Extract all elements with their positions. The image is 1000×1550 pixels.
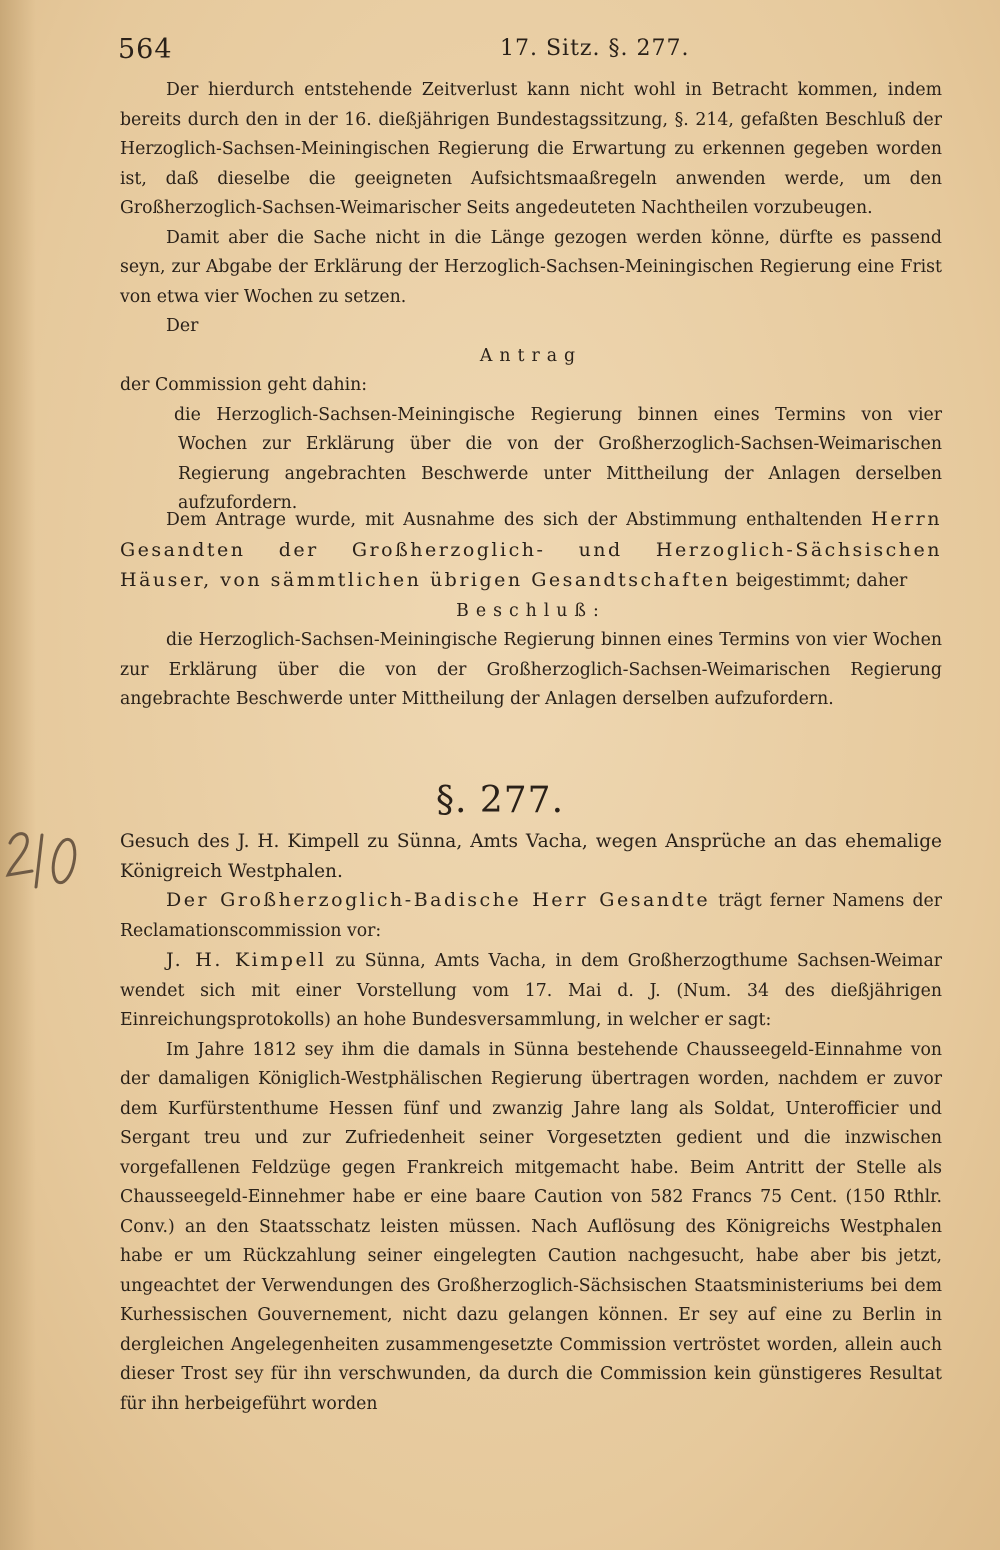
section-paragraph-1-text: zu Sünna, Amts Vacha, in dem Großherzogthume Sachsen-Weimar wendet sich mit einer Vorstellung vom 17. Mai d. J. (Num. 34 des dießjährigen Einreichungsprotokolls) an hohe Bundesversammlung, in welcher er sagt: [120,951,943,1030]
running-head: 17. Sitz. §. 277. [500,36,690,61]
section-paragraph-1 [120,946,942,1036]
section-title: Gesuch des J. H. Kimpell zu Sünna, Amts Vacha, wegen Ansprüche an das ehemalige Königreich Westphalen. [120,831,942,882]
section-number: §. 277. [435,780,565,821]
paragraph-time-loss: Der hierdurch entstehende Zeitverlust kann nicht wohl in Betracht kommen, indem bereits durch den in der 16. dießjährigen Bundestagssitzung, §. 214, gefaßten Beschluß der Herzoglich-Sachsen-Meiningischen Regierung die Erwartung zu erkennen gegeben worden ist, daß dieselbe die geeigneten Aufsichtsmaaßregeln anwenden werde, um den Großherzoglich-Sachsen-Weimarischer Seits angedeuteten Nachtheilen vorzubeugen. [120,80,942,218]
antrag-text: die Herzoglich-Sachsen-Meiningische Regierung binnen eines Termins von vier Wochen zur Erklärung über die von der Großherzoglich-Sachsen-Weimarischen Regierung angebrachten Beschwerde unter Mittheilung der Anlagen derselben aufzufordern. [174,404,942,513]
antrag-intro: der Commission geht dahin: [120,375,368,395]
section-intro [120,886,942,946]
vote-text-c: beigestimmt; daher [735,571,908,591]
section-intro-speaker: Der Großherzoglich-Badische Herr Gesandte [166,889,711,911]
beschluss-text: die Herzoglich-Sachsen-Meiningische Regierung binnen eines Termins von vier Wochen zur Erklärung über die von der Großherzoglich-Sachsen-Weimarischen Regierung angebrachte Beschwerde unter Mittheilung der Anlagen derselben aufzufordern. [120,630,942,709]
section-paragraph-2: Im Jahre 1812 sey ihm die damals in Sünna bestehende Chausseegeld-Einnahme von der damaligen Königlich-Westphälischen Regierung übertragen worden, nachdem er zuvor dem Kurfürstenthume Hessen fünf und zwanzig Jahre lang als Soldat, Unterofficier und Sergant treu und zur Zufriedenheit seiner Vorgesetzten gedient und die inzwischen vorgefallenen Feldzüge gegen Frankreich mitgemacht habe. Beim Antritt der Stelle als Chausseegeld-Einnehmer habe er eine baare Caution von 582 Francs 75 Cent. (150 Rthlr. Conv.) an den Staatsschatz leisten müssen. Nach Auflösung des Königreichs Westphalen habe er um Rückzahlung seiner eingelegten Caution nachgesucht, habe aber bis jetzt, ungeachtet der Verwendungen des Großherzoglich-Sächsischen Staatsministeriums bei dem Kurhessischen Gouvernement, nicht dazu gelangen können. Er sey auf eine zu Berlin in dergleichen Angelegenheiten zusammengesetzte Commission vertröstet worden, allein auch dieser Trost sey für ihn verschwunden, da durch die Commission kein günstigeres Resultat für ihn herbeigeführt worden [120,1039,942,1414]
antrag-heading: Antrag [479,345,583,366]
page-edge-shadow [0,0,36,1550]
vote-text-emphasis: Herrn Gesandten der Großherzoglich- und Herzoglich-Sächsischen Häuser, von sämmtlichen übrigen Gesandtschaften [120,508,942,591]
paragraph-deadline: Damit aber die Sache nicht in die Länge gezogen werden könne, dürfte es passend seyn, zur Abgabe der Erklärung der Herzoglich-Sachsen-Meiningischen Regierung eine Frist von etwa vier Wochen zu setzen. [120,227,942,307]
vote-text-a: Dem Antrage wurde, mit Ausnahme des sich der Abstimmung enthaltenden [166,510,863,530]
page-header [118,34,940,66]
section-block [120,827,942,1419]
section-intro-rest: trägt ferner Namens der Reclamationscommission vor: [120,891,942,941]
der-line: Der [166,316,199,336]
petitioner-name: J. H. Kimpell [166,949,327,971]
top-text-block [120,76,942,519]
page-number: 564 [118,34,173,65]
handwritten-mark-icon [2,825,92,895]
vote-paragraph [120,505,942,597]
handwritten-margin-note [2,825,92,895]
vote-block [120,505,942,715]
beschluss-heading: Beschluß: [456,600,606,621]
